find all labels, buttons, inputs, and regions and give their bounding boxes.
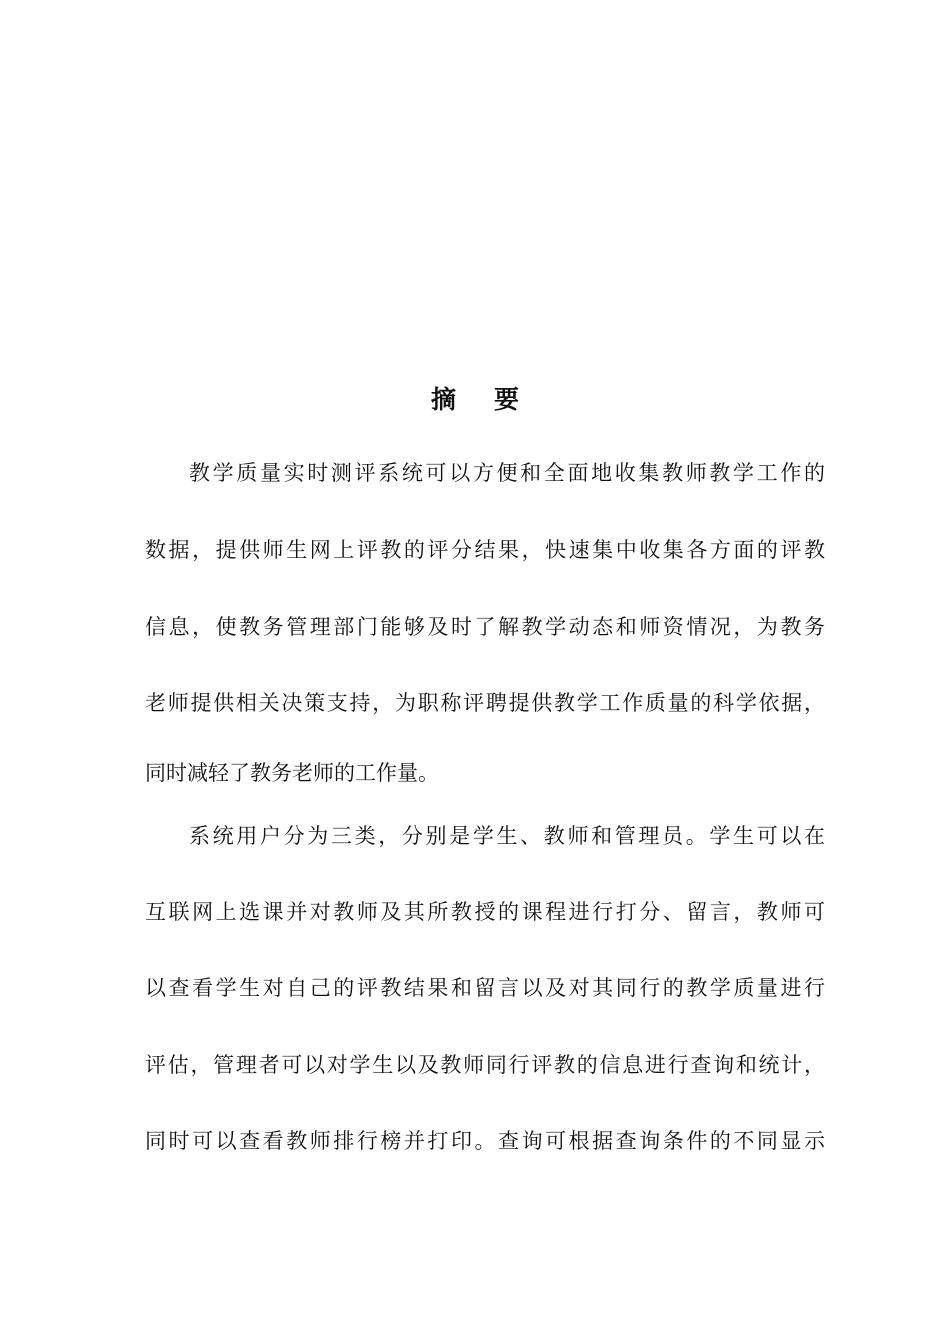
paragraph-2-line-3: 以查看学生对自己的评教结果和留言以及对其同行的教学质量进行 [145,976,825,1000]
abstract-title: 摘要 [430,385,557,414]
paragraph-1-line-1: 教学质量实时测评系统可以方便和全面地收集教师教学工作的 [189,461,825,485]
paragraph-1-line-4: 老师提供相关决策支持，为职称评聘提供教学工作质量的科学依据， [145,691,825,715]
paragraph-2-line-2: 互联网上选课并对教师及其所教授的课程进行打分、留言，教师可 [145,900,825,924]
paragraph-2-line-1: 系统用户分为三类，分别是学生、教师和管理员。学生可以在 [189,824,825,848]
paragraph-2-line-4: 评估，管理者可以对学生以及教师同行评教的信息进行查询和统计， [145,1053,825,1077]
paragraph-2-line-5: 同时可以查看教师排行榜并打印。查询可根据查询条件的不同显示 [145,1129,825,1153]
paragraph-1-line-5: 同时减轻了教务老师的工作量。 [145,761,439,785]
paragraph-1-line-2: 数据，提供师生网上评教的评分结果，快速集中收集各方面的评教 [145,538,825,562]
paragraph-1-line-3: 信息，使教务管理部门能够及时了解教学动态和师资情况，为教务 [145,615,825,639]
